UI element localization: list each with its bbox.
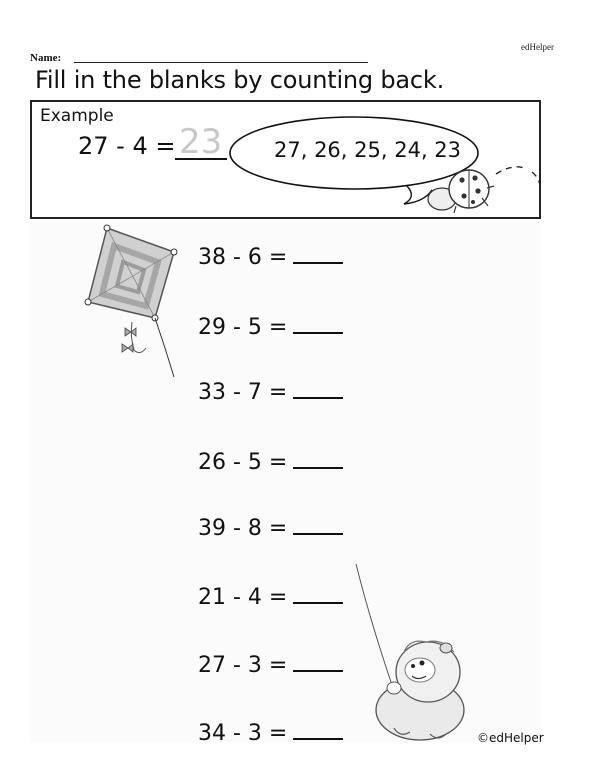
problem-1: [198, 242, 343, 270]
answer-blank[interactable]: [293, 312, 343, 334]
problem-text: 33 - 7 =: [198, 380, 288, 405]
answer-blank[interactable]: [293, 718, 343, 740]
answer-blank[interactable]: [293, 447, 343, 469]
name-label: Name:: [30, 52, 62, 64]
problem-6: [198, 582, 343, 610]
answer-blank[interactable]: [293, 377, 343, 399]
problem-text: 29 - 5 =: [198, 315, 288, 340]
hamster-icon: [350, 560, 480, 745]
problem-5: [198, 513, 343, 541]
answer-blank[interactable]: [293, 582, 343, 604]
problem-text: 26 - 5 =: [198, 450, 288, 475]
problem-4: [198, 447, 343, 475]
name-field[interactable]: [74, 62, 368, 63]
problem-text: 34 - 3 =: [198, 721, 288, 746]
answer-blank[interactable]: [293, 513, 343, 535]
example-answer: 23: [179, 122, 223, 162]
problem-text: 21 - 4 =: [198, 585, 288, 610]
problem-3: [198, 377, 343, 405]
problem-2: [198, 312, 343, 340]
problem-8: [198, 718, 343, 746]
problem-text: 38 - 6 =: [198, 245, 288, 270]
problem-text: 39 - 8 =: [198, 516, 288, 541]
example-problem: 27 - 4 =: [78, 132, 176, 160]
problem-7: [198, 650, 343, 678]
example-box: [30, 100, 541, 219]
problem-text: 27 - 3 =: [198, 653, 288, 678]
instructions: Fill in the blanks by counting back.: [35, 66, 445, 94]
answer-blank[interactable]: [293, 650, 343, 672]
brand-label-top: edHelper: [521, 42, 554, 52]
example-label: Example: [40, 106, 114, 126]
counting-sequence: 27, 26, 25, 24, 23: [274, 138, 462, 162]
answer-blank[interactable]: [293, 242, 343, 264]
kite-icon: [70, 222, 190, 382]
copyright-label: ©edHelper: [477, 731, 544, 745]
